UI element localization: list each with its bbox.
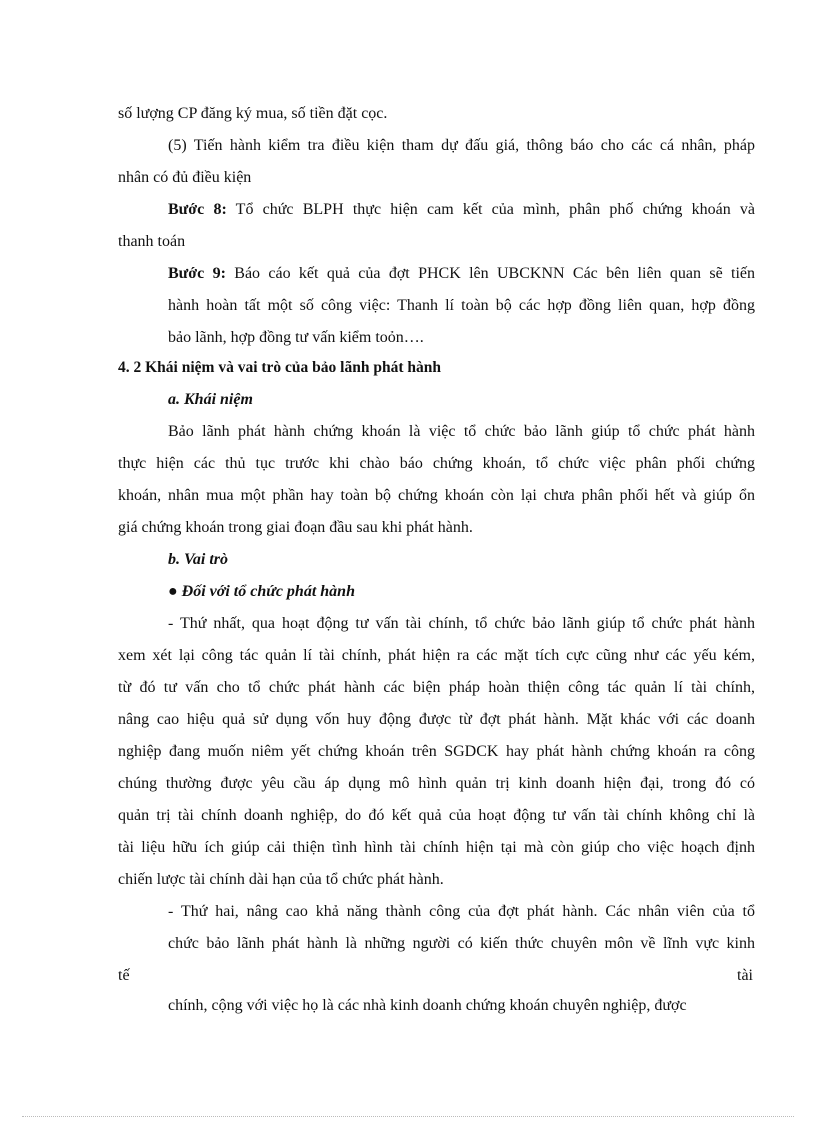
step-9-label: Bước 9: — [168, 265, 226, 282]
bullet-heading-issuer: ● Đối với tổ chức phát hành — [168, 583, 355, 600]
step-8-line — [168, 200, 755, 220]
paragraph-line: giá chứng khoán trong giai đoạn đầu sau khi phát hành. — [118, 519, 473, 536]
section-heading: 4. 2 Khái niệm và vai trò của bảo lãnh phát hành — [118, 359, 441, 376]
step-9-text: Báo cáo kết quả của đợt PHCK lên UBCKNN Các bên liên quan sẽ tiến — [225, 265, 755, 282]
paragraph-line: nghiệp đang muốn niêm yết chứng khoán trên SGDCK hay phát hành chứng khoán ra công — [118, 743, 755, 760]
paragraph-line: bảo lãnh, hợp đồng tư vấn kiểm toỏn…. — [168, 329, 424, 346]
step-8-label: Bước 8: — [168, 201, 227, 218]
paragraph-line: chiến lược tài chính dài hạn của tổ chức phát hành. — [118, 871, 444, 888]
paragraph-line: khoán, nhân mua một phần hay toàn bộ chứng khoán còn lại chưa phân phối hết và giúp ổn — [118, 487, 755, 504]
step-8-text: Tổ chức BLPH thực hiện cam kết của mình, phân phố chứng khoán và — [226, 201, 755, 218]
paragraph-line: chính, cộng với việc họ là các nhà kinh doanh chứng khoán chuyên nghiệp, được — [168, 997, 687, 1014]
paragraph-line: xem xét lại công tác quản lí tài chính, phát hiện ra các mặt tích cực cũng như các yếu kém, — [118, 647, 755, 664]
paragraph-line: thực hiện các thủ tục trước khi chào báo chứng khoán, tổ chức việc phân phối chứng — [118, 455, 755, 472]
paragraph-line: (5) Tiến hành kiểm tra điều kiện tham dự đấu giá, thông báo cho các cá nhân, pháp — [168, 137, 755, 154]
paragraph-line: chúng thường được yêu cầu áp dụng mô hình quản trị kinh doanh hiện đại, trong đó có — [118, 775, 755, 792]
paragraph-line: thanh toán — [118, 233, 186, 250]
paragraph-line: - Thứ hai, nâng cao khả năng thành công của đợt phát hành. Các nhân viên của tổ — [168, 903, 755, 920]
paragraph-line: tế — [118, 967, 130, 984]
paragraph-line: Bảo lãnh phát hành chứng khoán là việc tổ chức bảo lãnh giúp tổ chức phát hành — [168, 423, 755, 440]
paragraph-line: số lượng CP đăng ký mua, số tiền đặt cọc. — [118, 105, 388, 122]
paragraph-line: nhân có đủ điều kiện — [118, 169, 252, 186]
paragraph-line: quản trị tài chính doanh nghiệp, do đó kết quả của hoạt động tư vấn tài chính không chỉ là — [118, 807, 755, 824]
paragraph-line: nâng cao hiệu quả sử dụng vốn huy động được từ đợt phát hành. Mặt khác với các doanh — [118, 711, 755, 728]
paragraph-line: từ đó tư vấn cho tổ chức phát hành các biện pháp hoàn thiện công tác quản lí tài chính, — [118, 679, 755, 696]
page-bottom-divider — [22, 1116, 794, 1117]
paragraph-line: hành hoàn tất một số công việc: Thanh lí toàn bộ các hợp đồng liên quan, hợp đồng — [168, 297, 755, 314]
paragraph-line: tài liệu hữu ích giúp cải thiện tình hình tài chính hiện tại mà còn giúp cho việc hoạch định — [118, 839, 755, 856]
paragraph-line: tài — [737, 967, 753, 984]
subheading-role: b. Vai trò — [168, 551, 229, 568]
step-9-line — [168, 264, 755, 284]
paragraph-line: chức bảo lãnh phát hành là những người có kiến thức chuyên môn về lĩnh vực kinh — [168, 935, 755, 952]
paragraph-line: - Thứ nhất, qua hoạt động tư vấn tài chính, tổ chức bảo lãnh giúp tổ chức phát hành — [168, 615, 755, 632]
subheading-concept: a. Khái niệm — [168, 391, 253, 408]
